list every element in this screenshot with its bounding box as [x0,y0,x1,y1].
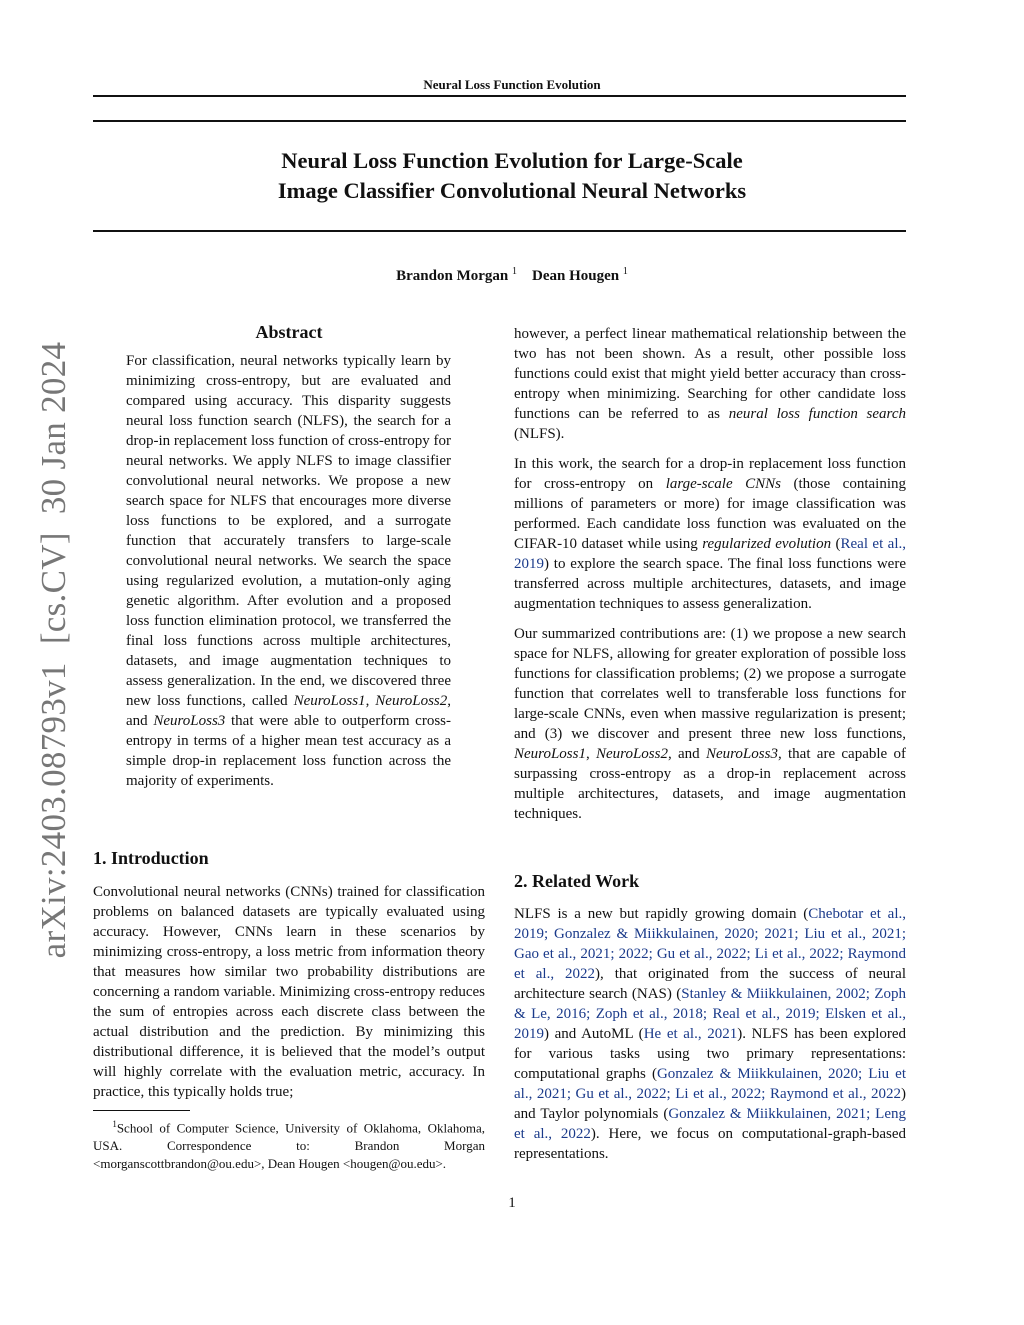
related-work-body [514,904,906,1174]
citation-link[interactable]: Gonzalez & Miikkulainen, 2020; Liu et al., 2021; Gu et al., 2022; Li et al., 2022; Raymond et al., 2022 [514,1066,907,1102]
paper-title [0,146,1024,206]
citation-link[interactable]: He et al., 2021 [643,1026,738,1042]
paragraph: however, a perfect linear mathematical relationship between the two has not been shown. As a result, other possible loss functions could exist that might yield better accuracy than cross-entropy when minimizing. Searching for other candidate loss functions can be referred to as neural loss function search (NLFS). [514,326,906,442]
paragraph: NLFS is a new but rapidly growing domain (Chebotar et al., 2019; Gonzalez & Miikkulainen, 2020; 2021; Liu et al., 2021; Gao et al., 2021; 2022; Gu et al., 2022; Li et al., 2022; Raymond et al., 2022), that originated from the success of neural architecture search (NAS) (Stanley & Miikkulainen, 2002; Zoph & Le, 2016; Zoph et al., 2018; Real et al., 2019; Elsken et al., 2019) and AutoML (He et al., 2021). NLFS has been explored for various tasks using two primary representations: computational graphs (Gonzalez & Miikkulainen, 2020; Liu et al., 2021; Gu et al., 2022; Li et al., 2022; Raymond et al., 2022) and Taylor polynomials (Gonzalez & Miikkulainen, 2021; Leng et al., 2022). Here, we focus on computational-graph-based representations. [514,906,907,1162]
abstract-text: For classification, neural networks typically learn by minimizing cross-entropy, but are evaluated and compared using accuracy. This disparity suggests neural loss function search (NLFS), the search for a drop-in replacement loss function of cross-entropy for neural networks. We apply NLFS to image classifier convolutional neural networks. We propose a new search space for NLFS that encourages more diverse loss functions to be explored, and a surrogate function that accurately transfers to large-scale convolutional neural networks. We search the space using regularized evolution, a mutation-only aging genetic algorithm. After evolution and a proposed loss function elimination protocol, we transferred the final loss functions across multiple architectures, datasets, and image augmentation techniques to assess generalization. In the end, we discovered three new loss functions, called NeuroLoss1, NeuroLoss2, and NeuroLoss3 that were able to outperform cross-entropy in terms of a higher mean test accuracy as a simple drop-in replacement loss function across the majority of experiments. [126,353,451,789]
title-line-2: Image Classifier Convolutional Neural Networks [277,178,747,203]
abstract-heading: Abstract [255,322,323,342]
arxiv-stamp: arXiv:2403.08793v1 [cs.CV] 30 Jan 2024 [34,341,73,959]
running-title: Neural Loss Function Evolution [423,77,601,92]
section-heading-related-work: 2. Related Work [514,871,640,891]
affiliation-marker: 1 [622,266,628,277]
paragraph: In this work, the search for a drop-in replacement loss function for cross-entropy on large-scale CNNs (those containing millions of parameters or more) for image classification was performed. Each candidate loss function was evaluated on the CIFAR-10 dataset while using regularized evolution (Real et al., 2019) to explore the search space. The final loss functions were transferred across multiple architectures, datasets, and image augmentation techniques to assess generalization. [514,456,906,612]
author-name: Brandon Morgan [396,268,509,284]
header-rule [93,95,906,97]
page-number: 1 [508,1195,516,1211]
citation-link[interactable]: Real et al., 2019 [514,536,906,572]
author-list [0,266,1024,285]
citation-link[interactable]: Gonzalez & Miikkulainen, 2021; Leng et al., 2022 [514,1106,907,1142]
title-line-1: Neural Loss Function Evolution for Large-Scale [281,148,743,173]
title-top-rule [93,120,906,122]
author-name: Dean Hougen [532,268,620,284]
title-bottom-rule [93,230,906,232]
paragraph: Convolutional neural networks (CNNs) trained for classification problems on balanced datasets are typically evaluated using accuracy. However, CNNs learn in these scenarios by minimizing cross-entropy, a loss metric from information theory that measures how similar two probability distributions are concerning a random variable. Minimizing cross-entropy reduces the sum of entropies across each discrete class between the actual distribution and the prediction. By minimizing this distributional difference, it is believed that the model’s output will highly correlate with the evaluation metric, accuracy. In practice, this typically holds true; [93,884,485,1100]
footnote-rule [93,1110,190,1111]
paragraph: Our summarized contributions are: (1) we propose a new search space for NLFS, allowing for greater exploration of possible loss functions for classification problems; (2) we propose a surrogate function that correlates well to transferable loss functions for large-scale CNNs, even when massive regularization is present; and (3) we discover and present three new loss functions, NeuroLoss1, NeuroLoss2, and NeuroLoss3, that are capable of surpassing cross-entropy as a drop-in replacement across multiple architectures, datasets, and image augmentation techniques. [514,626,906,822]
citation-link[interactable]: Stanley & Miikkulainen, 2002; Zoph & Le, 2016; Zoph et al., 2018; Real et al., 2019; Elsken et al., 2019 [514,986,906,1042]
affiliation-marker: 1 [512,266,517,277]
right-column-intro [514,324,906,834]
citation-link[interactable]: Chebotar et al., 2019; Gonzalez & Miikkulainen, 2020; 2021; Liu et al., 2021; Gao et al., 2021; 2022; Gu et al., 2022; Li et al., 2022; Raymond et al., 2022 [514,906,906,982]
section-heading-introduction: 1. Introduction [93,848,209,868]
introduction-body [93,882,485,1112]
footnote: $^1$School of Computer Science, University of Oklahoma, Oklahoma, USA. Correspondence to: Brandon Morgan <morganscottbrandon@ou.edu>, Dean Hougen <hougen@ou.edu>. [93,1119,485,1172]
